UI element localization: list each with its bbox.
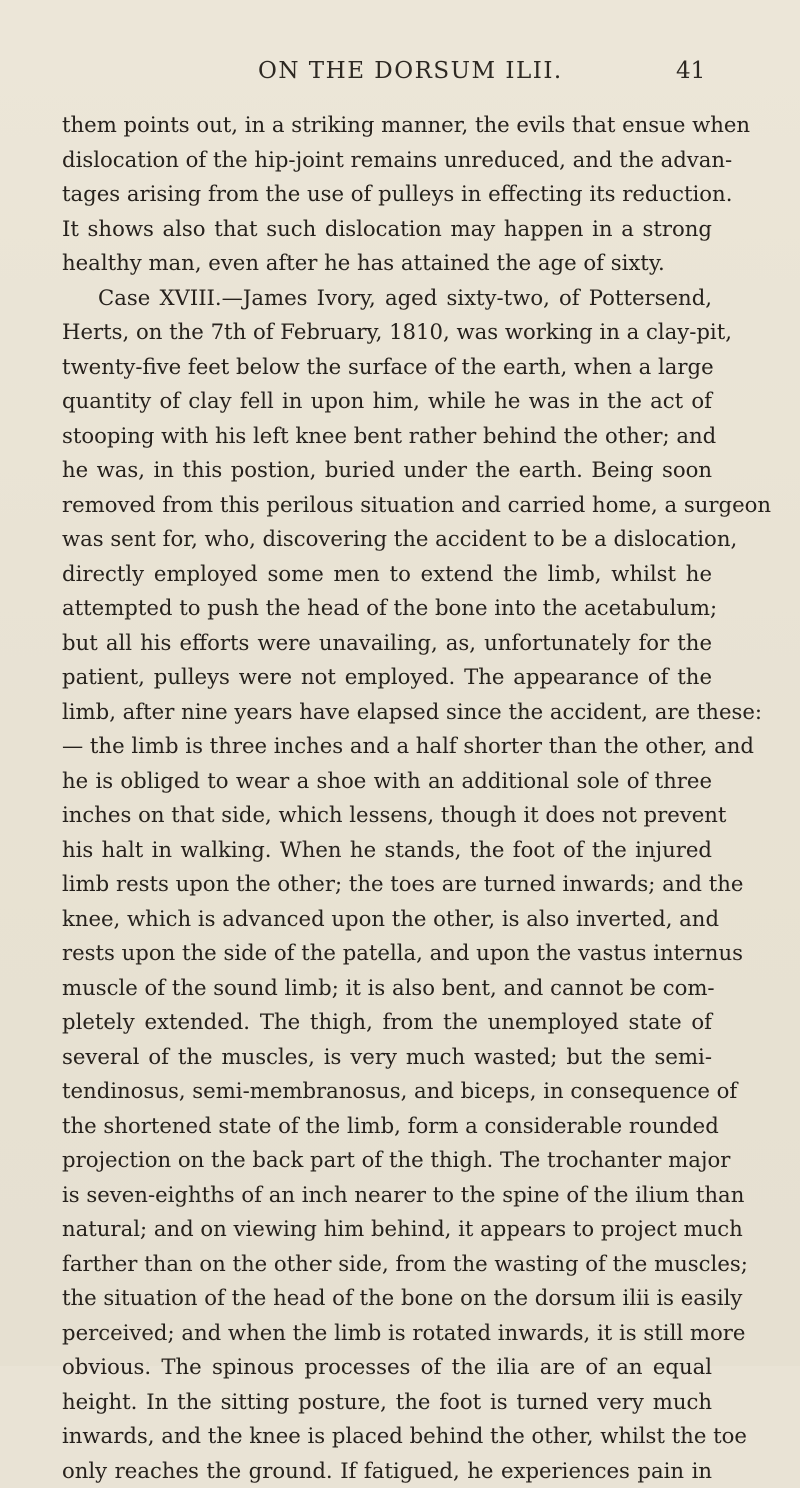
page-number: 41 <box>676 58 705 84</box>
text-line: projection on the back part of the thigh. The trochanter major <box>62 1143 712 1178</box>
text-line: — the limb is three inches and a half shorter than the other, and <box>62 729 712 764</box>
text-line: pletely extended. The thigh, from the unemployed state of <box>62 1005 712 1040</box>
text-line: directly employed some men to extend the limb, whilst he <box>62 557 712 592</box>
text-line: height. In the sitting posture, the foot is turned very much <box>62 1385 712 1420</box>
text-line: muscle of the sound limb; it is also bent, and cannot be com- <box>62 971 712 1006</box>
text-line: Herts, on the 7th of February, 1810, was working in a clay-pit, <box>62 315 712 350</box>
text-line: healthy man, even after he has attained the age of sixty. <box>62 246 712 281</box>
text-line: the situation of the head of the bone on the dorsum ilii is easily <box>62 1281 712 1316</box>
text-line: stooping with his left knee bent rather behind the other; and <box>62 419 712 454</box>
text-line: It shows also that such dislocation may happen in a strong <box>62 212 712 247</box>
text-line: inches on that side, which lessens, though it does not prevent <box>62 798 712 833</box>
text-line: farther than on the other side, from the wasting of the muscles; <box>62 1247 712 1282</box>
text-line: attempted to push the head of the bone into the acetabulum; <box>62 591 712 626</box>
text-line: is seven-eighths of an inch nearer to the spine of the ilium than <box>62 1178 712 1213</box>
text-line: rests upon the side of the patella, and upon the vastus internus <box>62 936 712 971</box>
text-line: dislocation of the hip-joint remains unreduced, and the advan- <box>62 143 712 178</box>
text-line: limb rests upon the other; the toes are turned inwards; and the <box>62 867 712 902</box>
text-line: he was, in this postion, buried under the earth. Being soon <box>62 453 712 488</box>
running-title: ON THE DORSUM ILII. <box>258 58 563 84</box>
text-line: perceived; and when the limb is rotated inwards, it is still more <box>62 1316 712 1351</box>
text-line: limb, after nine years have elapsed since the accident, are these: <box>62 695 712 730</box>
text-line: several of the muscles, is very much wasted; but the semi- <box>62 1040 712 1075</box>
text-line: he is obliged to wear a shoe with an additional sole of three <box>62 764 712 799</box>
text-line: was sent for, who, discovering the accident to be a dislocation, <box>62 522 712 557</box>
text-line: them points out, in a striking manner, the evils that ensue when <box>62 108 712 143</box>
text-line: but all his efforts were unavailing, as, unfortunately for the <box>62 626 712 661</box>
text-line: removed from this perilous situation and carried home, a surgeon <box>62 488 712 523</box>
text-line: obvious. The spinous processes of the ilia are of an equal <box>62 1350 712 1385</box>
text-line: tendinosus, semi-membranosus, and biceps, in consequence of <box>62 1074 712 1109</box>
text-line: inwards, and the knee is placed behind the other, whilst the toe <box>62 1419 712 1454</box>
text-line: knee, which is advanced upon the other, is also inverted, and <box>62 902 712 937</box>
page-header <box>0 58 800 94</box>
text-line: quantity of clay fell in upon him, while he was in the act of <box>62 384 712 419</box>
text-line: the shortened state of the limb, form a considerable rounded <box>62 1109 712 1144</box>
case-heading-line: Case XVIII.—James Ivory, aged sixty-two, of Pottersend, <box>62 281 712 316</box>
text-line: natural; and on viewing him behind, it appears to project much <box>62 1212 712 1247</box>
text-line: patient, pulleys were not employed. The appearance of the <box>62 660 712 695</box>
text-line: twenty-five feet below the surface of the earth, when a large <box>62 350 712 385</box>
text-line: only reaches the ground. If fatigued, he experiences pain in <box>62 1454 712 1488</box>
text-line: his halt in walking. When he stands, the foot of the injured <box>62 833 712 868</box>
body-text <box>62 108 712 1488</box>
text-line: tages arising from the use of pulleys in effecting its reduction. <box>62 177 712 212</box>
